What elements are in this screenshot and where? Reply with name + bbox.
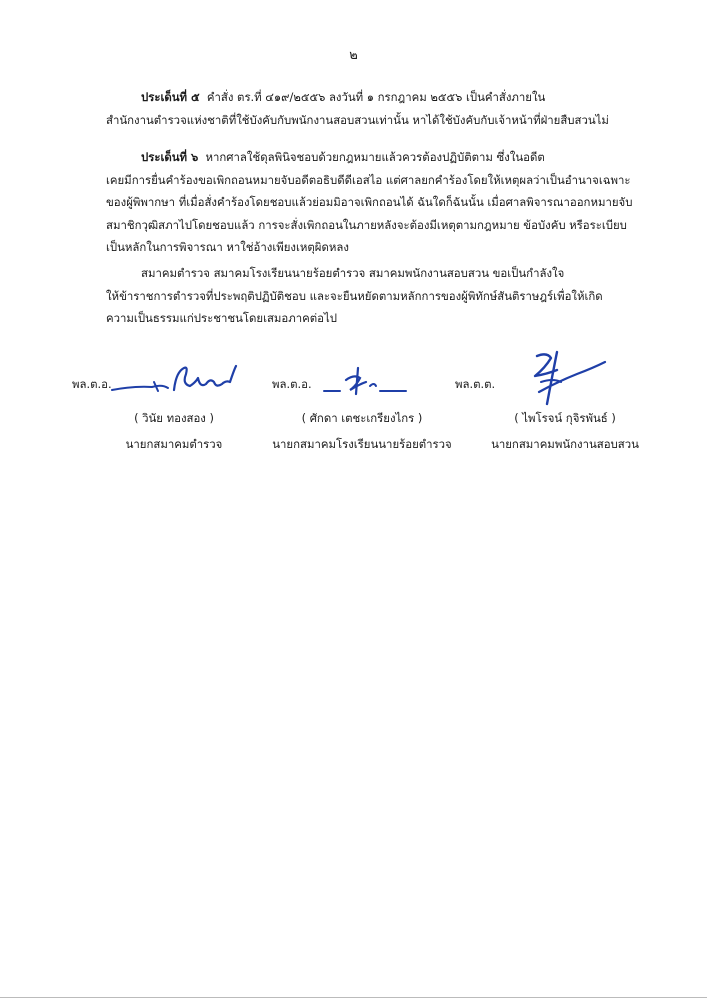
signature-block-police-association [72, 360, 242, 454]
page-number: ๒ [349, 48, 358, 63]
issue-6-paragraph [106, 146, 635, 259]
closing-line-1: สมาคมตำรวจ สมาคมโรงเรียนนายร้อยตำรวจ สมาคมพนักงานสอบสวน ขอเป็นกำลังใจ [141, 266, 565, 280]
closing-line-3: ความเป็นธรรมแก่ประชาชนโดยเสมอภาคต่อไป [106, 311, 337, 325]
signer-title: นายกสมาคมโรงเรียนนายร้อยตำรวจ [272, 437, 452, 451]
signature-block-police-cadet-association [262, 360, 462, 454]
issue-6-line-1: ประเด็นที่ ๖ หากศาลใช้ดุลพินิจชอบด้วยกฎหมายแล้วควรต้องปฏิบัติตาม ซึ่งในอดีต [141, 150, 545, 164]
issue-6-line-3: ของผู้พิพากษา ที่เมื่อสั่งคำร้องโดยชอบแล้วย่อมมิอาจเพิกถอนได้ ฉันใดก็ฉันนั้น เมื่อศาลพิจารณาออกหมายจับ [106, 195, 633, 209]
signature-rank: พล.ต.อ. [72, 377, 112, 391]
handwritten-signature-2 [320, 360, 420, 400]
signature-block-investigators-association [455, 360, 655, 454]
handwritten-signature-3 [517, 348, 617, 408]
handwritten-signature-1 [102, 360, 242, 400]
closing-line-2: ให้ข้าราชการตำรวจที่ประพฤติปฏิบัติชอบ และจะยืนหยัดตามหลักการของผู้พิทักษ์สันติราษฎร์เพื่อให้เกิด [106, 288, 603, 303]
issue-6-line-4: สมาชิกวุฒิสภาไปโดยชอบแล้ว การจะสั่งเพิกถอนในภายหลังจะต้องมีเหตุตามกฎหมาย ข้อบังคับ หรือระเบียบ [106, 217, 627, 232]
signature-rank: พล.ต.ต. [455, 377, 496, 391]
issue-6-line-2: เคยมีการยื่นคำร้องขอเพิกถอนหมายจับอดีตอธิบดีดีเอสไอ แต่ศาลยกคำร้องโดยให้เหตุผลว่าเป็นอำนาจเฉพาะ [106, 172, 631, 187]
issue-5-paragraph [106, 86, 635, 131]
issue-5-line-2: สำนักงานตำรวจแห่งชาติที่ใช้บังคับกับพนักงานสอบสวนเท่านั้น หาได้ใช้บังคับกับเจ้าหน้าที่ฝ่ายสืบสวนไม่ [106, 112, 609, 127]
issue-6-label: ประเด็นที่ ๖ [141, 150, 199, 164]
signer-name: ( วินัย ทองสอง ) [134, 411, 214, 425]
issue-5-label: ประเด็นที่ ๕ [141, 90, 200, 104]
signer-title: นายกสมาคมตำรวจ [125, 437, 223, 451]
page-bottom-edge [0, 997, 707, 998]
signer-name: ( ศักดา เตชะเกรียงไกร ) [301, 411, 423, 425]
signer-title: นายกสมาคมพนักงานสอบสวน [491, 437, 639, 451]
signer-name: ( ไพโรจน์ กุจิรพันธ์ ) [514, 411, 616, 425]
signature-rank: พล.ต.อ. [272, 377, 312, 391]
issue-6-line-5: เป็นหลักในการพิจารณา หาใช่อ้างเพียงเหตุผิดหลง [106, 240, 349, 254]
closing-paragraph [106, 262, 635, 330]
issue-5-line-1: ประเด็นที่ ๕ คำสั่ง ตร.ที่ ๔๑๙/๒๕๕๖ ลงวันที่ ๑ กรกฎาคม ๒๕๕๖ เป็นคำสั่งภายใน [141, 90, 546, 104]
